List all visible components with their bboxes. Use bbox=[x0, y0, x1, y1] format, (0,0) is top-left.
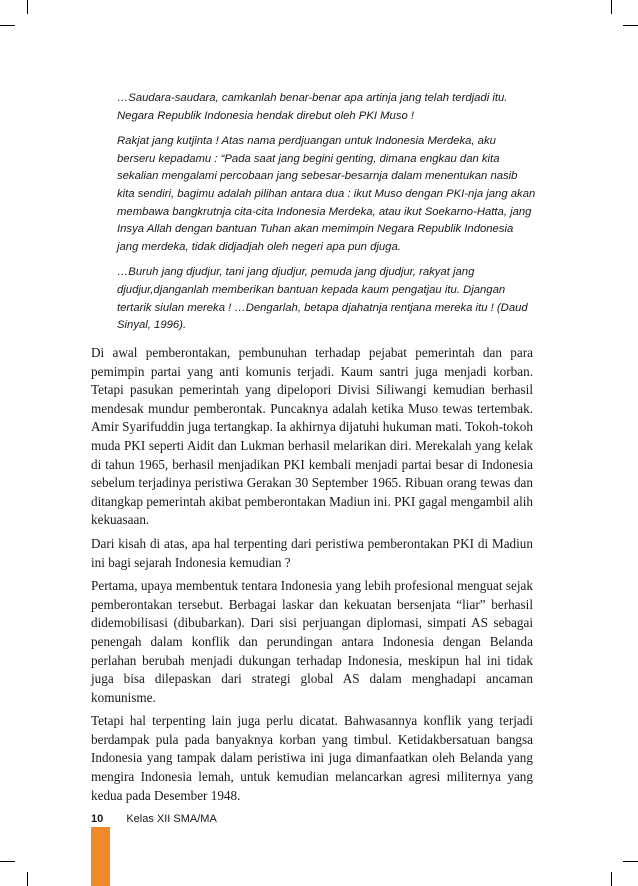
crop-mark bbox=[623, 25, 638, 26]
speech-quote bbox=[117, 90, 537, 343]
body-paragraph: Dari kisah di atas, apa hal terpenting dari peristiwa pemberontakan PKI di Madiun ini bagi sejarah Indonesia kemudian ? bbox=[91, 535, 533, 570]
body-text bbox=[91, 344, 533, 810]
crop-mark bbox=[623, 861, 638, 862]
quote-paragraph: …Buruh jang djudjur, tani jang djudjur, pemuda jang djudjur, rakyat jang djudjur,djanganlah memberikan bantuan kepada kaum pengatjau itu. Djangan tertarik siulan mereka ! …Dengarlah, betapa djahatnja rentjana mereka itu ! (Daud Sinyal, 1996). bbox=[117, 266, 528, 332]
crop-mark bbox=[0, 25, 15, 26]
crop-mark bbox=[27, 0, 28, 14]
crop-mark bbox=[611, 872, 612, 886]
body-paragraph: Pertama, upaya membentuk tentara Indonesia yang lebih profesional menguat sejak pemberontakan tersebut. Berbagai laskar dan kekuatan bersenjata “liar” berhasil didemobilisasi (dibubarkan). Dari sisi perjuangan diplomasi, simpati AS sebagai penengah dalam konflik dan perundingan antara Indonesia dengan Belanda perlahan berubah menjadi dukungan terhadap Indonesia, meskipun hal ini tidak juga bisa dilepaskan dari strategi global AS dalam menghadapi ancaman komunisme. bbox=[91, 578, 533, 705]
book-label: Kelas XII SMA/MA bbox=[126, 813, 217, 825]
crop-mark bbox=[0, 861, 15, 862]
body-paragraph: Di awal pemberontakan, pembunuhan terhadap pejabat pemerintah dan para pemimpin partai yang anti komunis terjadi. Kaum santri juga menjadi korban. Tetapi pasukan pemerintah yang dipelopori Divisi Siliwangi kemudian berhasil mendesak mundur pemberontak. Puncaknya adalah ketika Muso tewas tertembak. Amir Syarifuddin juga tertangkap. Ia akhirnya dijatuhi hukuman mati. Tokoh-tokoh muda PKI seperti Aidit dan Lukman berhasil melarikan diri. Merekalah yang kelak di tahun 1965, berhasil menjadikan PKI kembali menjadi partai besar di Indonesia sebelum terjadinya peristiwa Gerakan 30 September 1965. Ribuan orang tewas dan ditangkap pemerintah akibat pemberontakan Madiun ini. PKI gagal mengambil alih kekuasaan. bbox=[91, 345, 533, 528]
quote-paragraph: Rakjat jang kutjinta ! Atas nama perdjuangan untuk Indonesia Merdeka, aku berseru kepadamu : “Pada saat jang begini genting, dimana engkau dan kita sekalian mengalami percobaan jang sebesar-besarnja dalam menentukan nasib kita sendiri, bagimu adalah pilihan antara dua : ikut Muso dengan PKI-nja jang akan membawa bangkrutnja cita-cita Indonesia Merdeka, atau ikut Soekarno-Hatta, jang Insya Allah dengan bantuan Tuhan akan memimpin Negara Republik Indonesia jang merdeka, tidak didjadjah oleh negeri apa pun djuga. bbox=[117, 135, 536, 253]
accent-bar bbox=[91, 827, 110, 886]
page-footer bbox=[91, 813, 217, 825]
quote-paragraph: …Saudara-saudara, camkanlah benar-benar apa artinja jang telah terdjadi itu. Negara Republik Indonesia hendak direbut oleh PKI Muso ! bbox=[117, 92, 508, 122]
page-number: 10 bbox=[91, 813, 104, 825]
crop-mark bbox=[611, 0, 612, 14]
crop-mark bbox=[27, 872, 28, 886]
body-paragraph: Tetapi hal terpenting lain juga perlu dicatat. Bahwasannya konflik yang terjadi berdampak pula pada banyaknya korban yang timbul. Ketidakbersatuan bangsa Indonesia yang tampak dalam peristiwa ini juga dimanfaatkan oleh Belanda yang mengira Indonesia lemah, untuk kemudian melancarkan agresi militernya yang kedua pada Desember 1948. bbox=[91, 713, 533, 803]
